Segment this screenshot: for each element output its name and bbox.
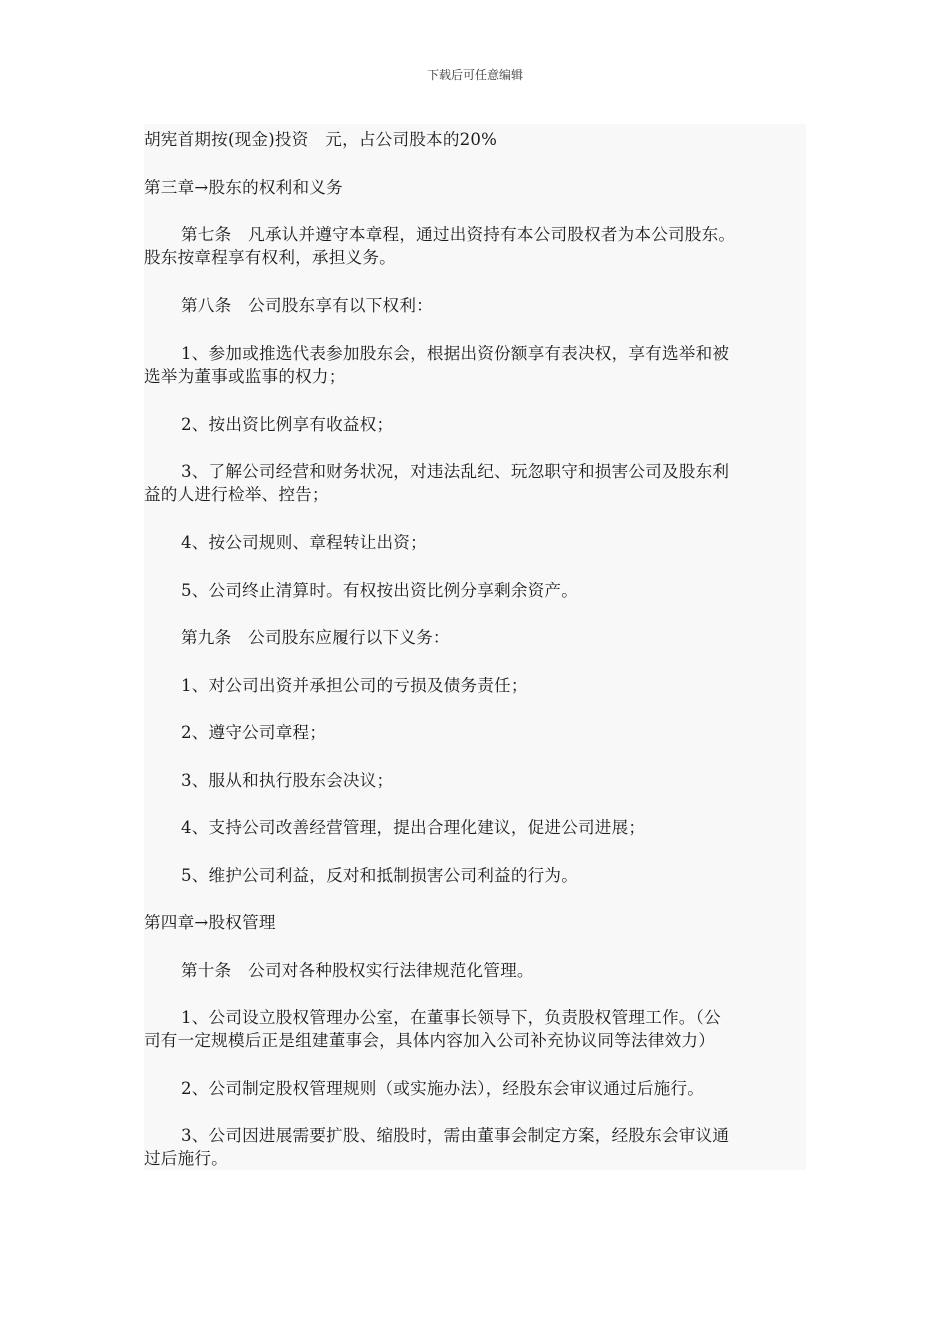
- right-item-1-line-2: 选举为董事或监事的权力；: [144, 367, 346, 386]
- duty-item-2: 2、遵守公司章程；: [181, 723, 327, 742]
- equity-item-1-line-2: 司有一定规模后正是组建董事会，具体内容加入公司补充协议同等法律效力）: [144, 1031, 715, 1050]
- right-item-4: 4、按公司规则、章程转让出资；: [181, 533, 427, 552]
- equity-item-3-line-2: 过后施行。: [144, 1149, 228, 1168]
- article-7-line-1: 第七条 凡承认并遵守本章程，通过出资持有本公司股权者为本公司股东。: [181, 225, 736, 244]
- equity-item-3-line-1: 3、公司因进展需要扩股、缩股时，需由董事会制定方案，经股东会审议通: [181, 1126, 730, 1145]
- page-header: 下载后可任意编辑: [426, 68, 523, 82]
- document-body: [144, 124, 806, 1170]
- chapter-heading-3: 第三章→股东的权利和义务: [144, 178, 343, 197]
- right-item-2: 2、按出资比例享有收益权；: [181, 415, 394, 434]
- article-10: 第十条 公司对各种股权实行法律规范化管理。: [181, 961, 534, 980]
- duty-item-5: 5、维护公司利益，反对和抵制损害公司利益的行为。: [181, 866, 579, 885]
- article-8: 第八条 公司股东享有以下权利：: [181, 296, 433, 315]
- article-7: [144, 223, 806, 247]
- article-9: 第九条 公司股东应履行以下义务：: [181, 628, 450, 647]
- duty-item-3: 3、服从和执行股东会决议；: [181, 771, 394, 790]
- right-item-1-line-1: 1、参加或推选代表参加股东会，根据出资份额享有表决权，享有选举和被: [181, 344, 730, 363]
- equity-item-1-line-1: 1、公司设立股权管理办公室，在董事长领导下，负责股权管理工作。（公: [181, 1008, 721, 1027]
- duty-item-4: 4、支持公司改善经营管理，提出合理化建议，促进公司进展；: [181, 818, 646, 837]
- right-item-3-line-1: 3、了解公司经营和财务状况，对违法乱纪、玩忽职守和损害公司及股东利: [181, 462, 730, 481]
- equity-item-2: 2、公司制定股权管理规则（或实施办法），经股东会审议通过后施行。: [181, 1079, 705, 1098]
- paragraph-investment: 胡宪首期按(现金)投资 元，占公司股本的20%: [144, 130, 498, 149]
- right-item-5: 5、公司终止清算时。有权按出资比例分享剩余资产。: [181, 581, 579, 600]
- right-item-3-line-2: 益的人进行检举、控告；: [144, 485, 329, 504]
- duty-item-1: 1、对公司出资并承担公司的亏损及债务责任；: [181, 676, 528, 695]
- chapter-heading-4: 第四章→股权管理: [144, 913, 276, 932]
- article-7-line-2: 股东按章程享有权利，承担义务。: [144, 248, 396, 267]
